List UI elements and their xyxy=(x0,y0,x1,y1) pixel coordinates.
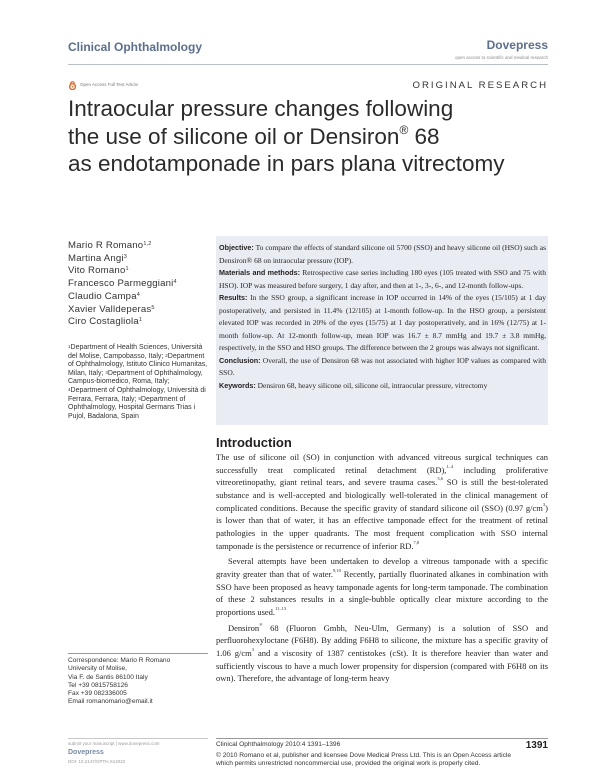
author: Ciro Costagliola$^1$ xyxy=(68,316,143,328)
objective-label: Objective: xyxy=(219,243,254,252)
results-label: Results: xyxy=(219,293,248,302)
conclusion-label: Conclusion: xyxy=(219,355,261,365)
methods-label: Materials and methods: xyxy=(219,268,300,277)
introduction-heading: Introduction xyxy=(216,435,292,450)
copyright-notice: © 2010 Romano et al, publisher and licensee Dove Medical Press Ltd. This is an Open Access article which permits unrestricted noncommercial use, provided the original work is properly cited. xyxy=(216,752,512,768)
results-text: In the SSO group, a significant increase in IOP occurred in 14% of the eyes (15/105) at 1 day postoperatively, and persisted in 11.4% (12/105) at 1-month follow-up. In the HSO group, a persistent elevated IOP was recorded in 20% of the eyes (15/75) at 1 day postoperatively, and in 16% (12/75) at 1-month follow-up. At 12-month follow-up, mean IOP was 16.7 ± 8.7 mmHg and 19.7 ± 3.8 mmHg, respectively, in the SSO and HSO groups. The difference between the 2 groups was always not significant. xyxy=(219,293,546,352)
author: Vito Romano$^1$ xyxy=(68,265,129,277)
footer-divider-left xyxy=(68,738,208,739)
doi: DOI: 10.2147/OPTH.S14022 xyxy=(68,759,126,764)
keywords-label: Keywords: xyxy=(219,380,256,390)
correspondence: Correspondence: Mario R Romano University of Molise, Via F. de Santis 86100 Italy Tel +39 0815758126 Fax +39 082336005 Email romanomario@email.it xyxy=(68,657,213,707)
affiliation: Department of Ophthalmology, Istituto Clinico Humanitas, Milan, Italy; xyxy=(68,352,208,377)
paragraph: Several attempts have been undertaken to develop a vitreous tamponade with a specific gravity greater than that of water.$^{9,10}$ Recently, partially fluorinated alkanes in combination with SSO have been proposed as heavy tamponade agents for long-term tamponade. The combination of these 2 substances results in a single-bubble optically clear mixture according to the proportions used.$^{11-13}$ xyxy=(216,556,548,617)
publisher-tagline: open access to scientific and medical research xyxy=(454,55,548,60)
affiliation: Department of Ophthalmology, Hospital Germans Trias i Pujol, Badalona, Spain xyxy=(68,395,196,420)
affiliation: Department of Ophthalmology, Campus-biomedico, Roma, Italy; xyxy=(68,369,203,386)
email-link[interactable]: Email romanomario@email.it xyxy=(68,698,153,706)
article-title xyxy=(68,95,548,178)
author: Xavier Valldeperas$^5$ xyxy=(68,303,155,315)
paragraph: Densiron® 68 (Fluoron Gmbh, Neu-Ulm, Germany) is a solution of SSO and perfluorohexyloctane (F6H8). By adding F6H8 to silicone, the mixture has a specific gravity of 1.06 $g/cm^3$ and a viscosity of 1387 centistokes (cSt). It is therefore heavier than water and sufficiently viscous to have a much lower propensity for dispersion (compared with F6H8 on its own). Therefore, the advantage of long-term heavy xyxy=(216,621,549,684)
introduction-body xyxy=(216,451,548,685)
correspondence-divider xyxy=(68,653,208,654)
footer-brand: Dovepress xyxy=(68,749,104,756)
open-access-lock-icon xyxy=(68,81,77,90)
registered-mark: ® xyxy=(399,122,409,137)
methods-text: Retrospective case series including 180 eyes (105 treated with SSO and 75 with HSO). IOP was measured before surgery, 1 day after, and then at 1-, 3-, 6-, and 12-month follow-ups. xyxy=(219,268,547,290)
affiliation: Department of Ophthalmology, Università di Ferrara, Ferrara, Italy; xyxy=(68,386,206,403)
journal-name: Clinical Ophthalmology xyxy=(68,40,203,54)
conclusion-text: Overall, the use of Densiron 68 was not associated with higher IOP values as compared with SSO. xyxy=(219,355,546,377)
article-type: ORIGINAL RESEARCH xyxy=(412,80,548,91)
author-list xyxy=(68,240,177,329)
author: Mario R Romano$^{1,2}$ xyxy=(68,240,152,251)
affiliations: $^1$Department of Health Sciences, Università del Molise, Campobasso, Italy; $^2$Department of Ophthalmology, Istituto Clinico Humanitas, Milan, Italy; $^3$Department of Ophthalmology, Campus-biomedico, Roma, Italy; $^4$Department of Ophthalmology, Università di Ferrara, Ferrara, Italy; $^5$Department of Ophthalmology, Hospital Germans Trias i Pujol, Badalona, Spain xyxy=(68,344,208,420)
footer-divider-right xyxy=(216,738,548,739)
paragraph: The use of silicone oil (SO) in conjunction with advanced vitreous surgical techniques can successfully treat complicated retinal detachment (RD),$^{1-4}$ including proliferative vitreoretinopathy, giant retinal tears, and severe trauma cases.$^{5,6}$ SO is still the best-tolerated substance and is well-accepted and biologically well-tolerated in the clinical management of complicated conditions. Because the specific gravity of standard silicone oil (SSO) (0.97 $g/cm^3$) is lower than that of water, it has an effective tamponade effect for the treatment of retinal pathologies in the upper quadrants. The most frequent complication with SSO internal tamponade is the persistence or recurrence of inferior RD.$^{7,8}$ xyxy=(216,452,549,551)
title-line-2b: 68 xyxy=(408,123,440,149)
open-access-label: Open Access Full Text Article xyxy=(80,82,138,87)
affiliation: Department of Health Sciences, Università del Molise, Campobasso, Italy; xyxy=(68,344,203,360)
title-line-2a: the use of silicone oil or Densiron xyxy=(68,123,400,149)
submit-link[interactable]: submit your manuscript | www.dovepress.com xyxy=(68,741,160,746)
citation: Clinical Ophthalmology 2010:4 1391–1396 xyxy=(216,741,341,748)
author: Martina Angi$^3$ xyxy=(68,252,127,264)
author: Claudio Campa$^4$ xyxy=(68,290,140,302)
keywords-text: Densiron 68, heavy silicone oil, silicone oil, intraocular pressure, vitrectomy xyxy=(255,380,488,390)
objective-text: To compare the effects of standard silicone oil 5700 (SSO) and heavy silicone oil (HSO) such as Densiron® 68 on intraocular pressure (IOP). xyxy=(219,243,546,265)
title-line-1: Intraocular pressure changes following xyxy=(68,96,454,121)
abstract-box xyxy=(216,236,548,425)
page-number: 1391 xyxy=(525,740,548,751)
title-line-3: as endotamponade in pars plana vitrectomy xyxy=(68,151,505,176)
publisher-logo: Dovepress xyxy=(486,38,548,52)
header-divider xyxy=(68,64,548,65)
author: Francesco Parmeggiani$^4$ xyxy=(68,278,177,290)
